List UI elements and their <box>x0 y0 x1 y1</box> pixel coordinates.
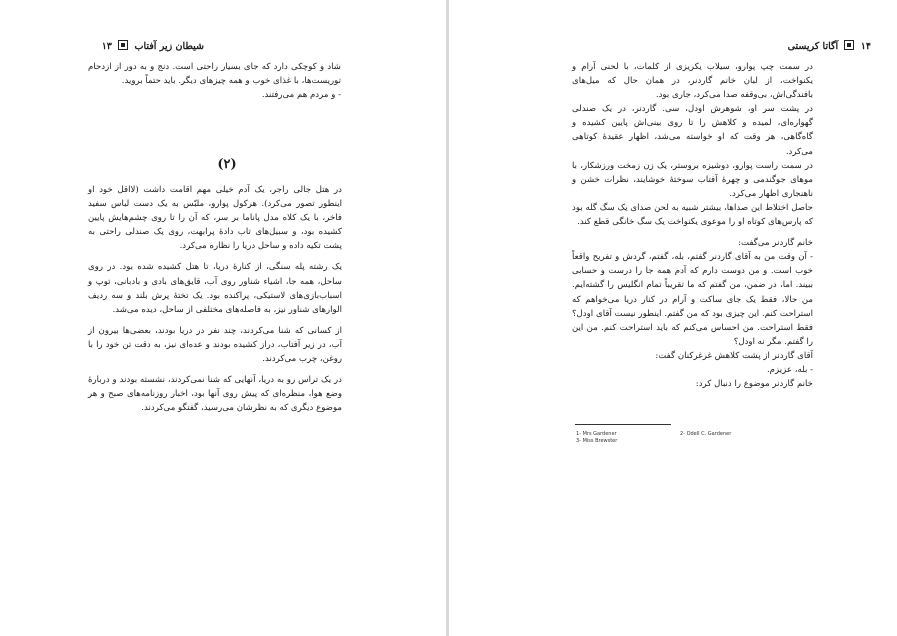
square-bullet-icon <box>118 40 128 50</box>
footnote: 2- Odell C. Gardener <box>680 431 732 437</box>
paragraph: در هتل جالی راجر، یک آدم خیلی مهم اقامت داشت (لااقل خود او اینطور تصور می‌کرد). هرکول پوارو، ملبّس به یک دست لباس سفید فاخر، با یک کلاه مدل پاناما بر سر، که آن را تا روی چشم‌هایش پایین کشیده بود، و سبیل‌های تاب دادهٔ پرابهت، روی یک صندلی راحتی به پشت تکیه داده و ساحل دریا را نظاره می‌کرد. <box>88 185 342 252</box>
square-bullet-icon <box>844 40 854 50</box>
paragraph: در یک تراس رو به دریا، آنهایی که شنا نمی‌کردند، نشسته بودند و دربارهٔ وضع هوا، منظره‌ای که پیش روی آنها بود، اخبار روزنامه‌های صبح و هر موضوع دیگری که به نظرشان می‌رسید، گفتگو می‌کردند. <box>88 375 342 414</box>
paragraph: حاصل اختلاط این صداها، بیشتر شبیه به لحن صدای یک سگ گله بود که پارس‌های کوتاه او را موعوی یکنواخت یک سگ خانگی قطع کند. <box>572 202 813 228</box>
author-name: آگاتا کریستی <box>787 41 839 52</box>
right-page-header <box>788 40 871 52</box>
paragraph: خانم گاردنر می‌گفت: <box>738 238 813 249</box>
page-number: ۱۳ <box>101 41 112 52</box>
right-page <box>449 0 897 636</box>
right-body-text <box>572 60 813 391</box>
footnote: 3- Miss Brewster <box>576 438 618 444</box>
paragraph: یک رشته پله سنگی، از کنارهٔ دریا، تا هتل کشیده شده بود. در روی ساحل، همه جا، اشیاء شناور روی آب، قایق‌های بادی و بادبانی، توپ و اسباب‌بازی‌های لاستیکی، پراکنده بود. یک تختهٔ پرش بلند و سه ردیف الوارهای شناور نیز، به فاصله‌های مختلفی از ساحل، دیده می‌شد. <box>88 262 342 315</box>
book-title: شیطان زیر آفتاب <box>134 41 204 52</box>
paragraph: از کسانی که شنا می‌کردند، چند نفر در دریا بودند، بعضی‌ها بیرون از آب، در زیر آفتاب، دراز کشیده بودند و عده‌ای نیز، به دقت تن خود را با روغن، چرب می‌کردند. <box>88 325 342 365</box>
paragraph: آقای گاردنر از پشت کلاهش غرغرکنان گفت: <box>655 350 813 361</box>
paragraph: در سمت راست پوارو، دوشیزه بروستر، یک زن زمخت ورزشکار، با موهای جوگندمی و چهرهٔ آفتاب سوختهٔ خوشایند، نظرات خشن و ناهنجاری اظهار می‌کرد. <box>572 160 813 199</box>
footnote: 1- Mrs Gardener <box>576 431 617 437</box>
intro-text <box>88 60 341 102</box>
left-page <box>0 0 447 636</box>
paragraph: - بله، عزیزم. <box>766 364 813 375</box>
page-number: ۱۴ <box>860 41 871 52</box>
paragraph: - آن وقت من به آقای گاردنر گفتم، بله، گفتم، گردش و تفریح واقعاً خوب است. و من دوست دارم که آدم همه جا را درست و حسابی ببیند. اما، در ضمن، من گفتم که ما تقریباً تمام انگلیس را گشته‌ایم. من حالا، فقط یک جای ساکت و آرام در کنار دریا می‌خواهم که استراحت کنم. این چیزی بود که من گفتم. اینطور نیست آقای اودل؟ فقط استراحت. من احساس می‌کنم که باید استراحت کنم. من این را گفتم. مگر نه اودل؟ <box>572 252 813 347</box>
paragraph: خانم گاردنر موضوع را دنبال کرد: <box>695 379 813 390</box>
left-page-header <box>102 40 204 52</box>
chapter-number: (۲) <box>217 157 237 172</box>
footnote-rule <box>575 424 671 425</box>
paragraph: - و مردم هم می‌رفتند. <box>261 90 341 101</box>
paragraph: شاد و کوچکی دارد که جای بسیار راحتی است. دنج و به دور از ازدحام توریست‌ها، با غذای خوب و همه چیزهای دیگر. باید حتماً بروید. <box>88 62 341 87</box>
paragraph: در پشت سر او، شوهرش اودل، سی. گاردنر، در یک صندلی گهواره‌ای، لمیده و کلاهش را تا روی بینی‌اش پایین کشیده و گاه‌گاهی، هر وقت که او خواسته می‌شد، اظهار عقیدهٔ کوتاهی می‌کرد. <box>572 104 813 157</box>
paragraph: در سمت چپ پوارو، سیلاب یکریزی از کلمات، با لحنی آرام و یکنواخت، از لبان خانم گاردنر، در همان حال که میل‌های بافندگی‌اش، بی‌وقفه صدا می‌کرد، جاری بود. <box>572 62 813 101</box>
chapter-body <box>88 183 342 415</box>
